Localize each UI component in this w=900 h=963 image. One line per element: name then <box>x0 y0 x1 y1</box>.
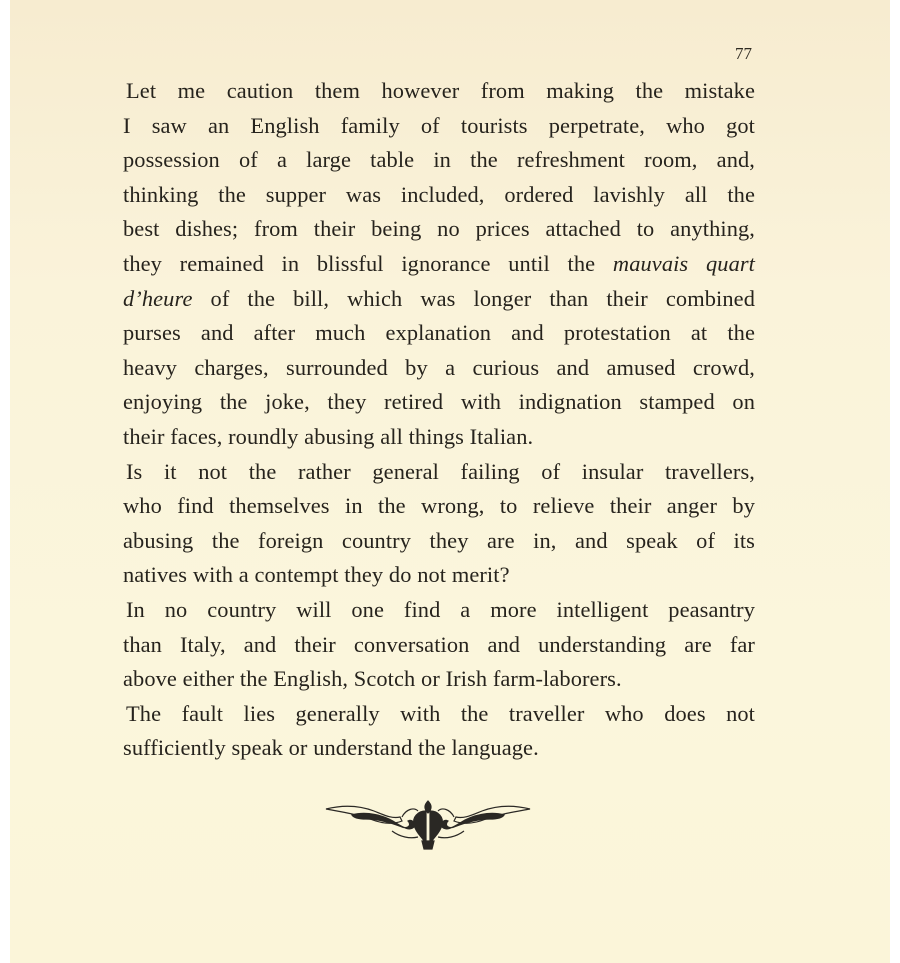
text-line: In no country will one find a more intelligent peasantry <box>126 596 755 622</box>
text-line: abusing the foreign country they are in, and speak of its <box>123 527 755 553</box>
text-line: natives with a contempt they do not merit? <box>123 562 510 588</box>
text-line: their faces, roundly abusing all things Italian. <box>123 423 534 449</box>
text-line: who find themselves in the wrong, to relieve their anger by <box>123 493 755 519</box>
text-line: than Italy, and their conversation and understanding are far <box>123 631 755 657</box>
text-span: they remained in blissful ignorance until the <box>123 250 613 276</box>
text-span: of the bill, which was longer than their combined <box>192 285 755 311</box>
italic-phrase: d’heure <box>123 285 193 311</box>
paragraph <box>123 74 755 455</box>
paragraph <box>123 455 755 593</box>
text-line: I saw an English family of tourists perpetrate, who got <box>123 112 755 138</box>
text-line <box>123 282 755 317</box>
text-line: enjoying the joke, they retired with indignation stamped on <box>123 389 755 415</box>
text-line: The fault lies generally with the traveller who does not <box>126 700 755 726</box>
text-line: best dishes; from their being no prices attached to anything, <box>123 216 755 242</box>
text-line: Let me caution them however from making the mistake <box>126 78 755 103</box>
body-text <box>123 74 755 766</box>
text-line: above either the English, Scotch or Irish farm-laborers. <box>123 666 622 692</box>
text-line: thinking the supper was included, ordered lavishly all the <box>123 181 755 207</box>
text-line: purses and after much explanation and protestation at the <box>123 320 755 346</box>
book-page <box>10 0 890 963</box>
text-line: Is it not the rather general failing of insular travellers, <box>126 458 755 484</box>
text-line <box>123 247 755 282</box>
italic-phrase: mauvais quart <box>612 250 756 276</box>
text-line: possession of a large table in the refreshment room, and, <box>123 147 755 173</box>
floral-tailpiece-ornament-icon <box>322 797 534 853</box>
paragraph <box>123 697 755 766</box>
page-number: 77 <box>735 44 752 63</box>
paragraph <box>123 593 755 697</box>
text-line: heavy charges, surrounded by a curious and amused crowd, <box>123 354 755 380</box>
text-line: sufficiently speak or understand the language. <box>123 735 539 761</box>
